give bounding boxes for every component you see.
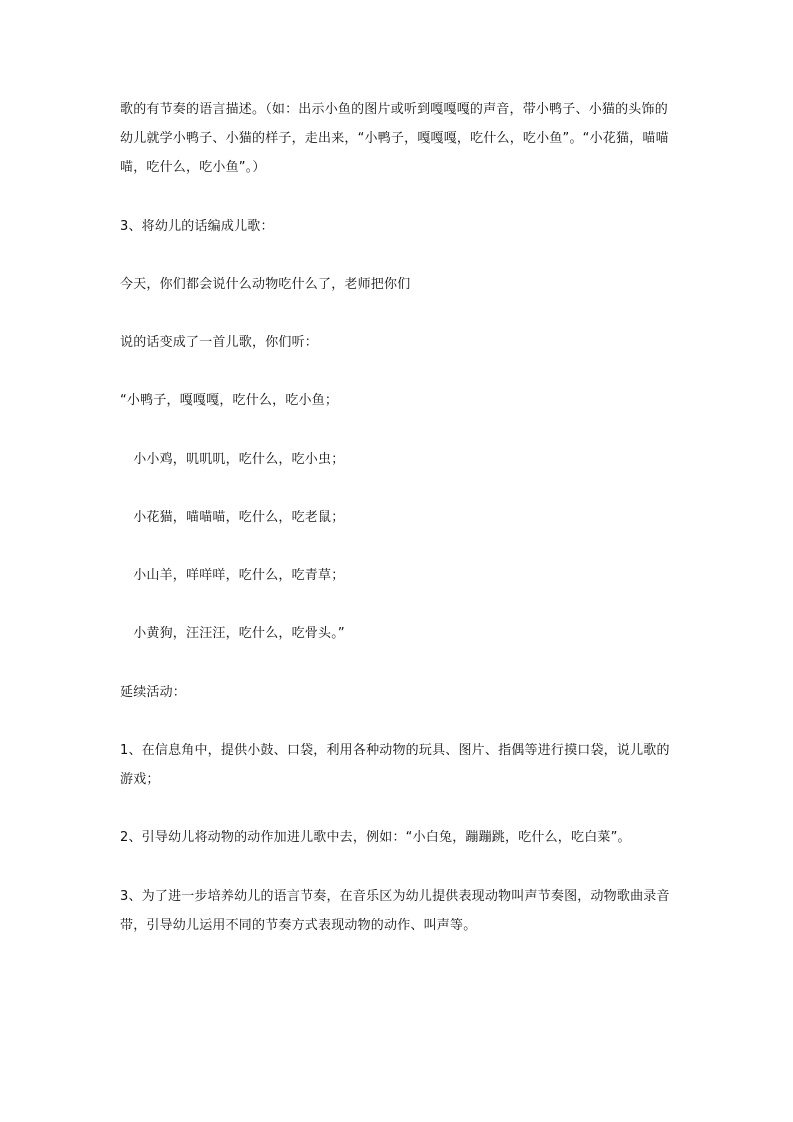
poem-line: 小小鸡，叽叽叽，吃什么，吃小虫； [120, 452, 345, 467]
poem-line: “小鸭子，嘎嘎嘎，吃什么，吃小鱼； [120, 393, 339, 408]
paragraph-line: 歌的有节奏的语言描述。（如：出示小鱼的图片或听到嘎嘎嘎的声音，带小鸭子、小猫的头饰的 [120, 102, 668, 117]
section-heading: 延续活动： [120, 685, 187, 700]
poem-line: 小黄狗，汪汪汪，吃什么，吃骨头。” [120, 626, 345, 641]
poem-line: 小花猫，喵喵喵，吃什么，吃老鼠； [120, 510, 345, 525]
paragraph-line: 带，引导幼儿运用不同的节奏方式表现动物的动作、叫声等。 [120, 918, 477, 933]
section-heading: 3、将幼儿的话编成儿歌： [120, 219, 274, 234]
paragraph-line: 2、引导幼儿将动物的动作加进儿歌中去，例如：“小白兔，蹦蹦跳，吃什么，吃白菜”。 [120, 830, 631, 845]
paragraph-line: 幼儿就学小鸭子、小猫的样子，走出来，“小鸭子，嘎嘎嘎，吃什么，吃小鱼”。“小花猫，喵喵 [120, 131, 669, 146]
poem-line: 小山羊，咩咩咩，吃什么，吃青草； [120, 568, 345, 583]
paragraph-line: 说的话变成了一首儿歌，你们听： [120, 335, 319, 350]
paragraph-line: 今天，你们都会说什么动物吃什么了，老师把你们 [120, 277, 411, 292]
paragraph-line: 3、为了进一步培养幼儿的语言节奏，在音乐区为幼儿提供表现动物叫声节奏图，动物歌曲录音 [120, 889, 670, 904]
paragraph-line: 1、在信息角中，提供小鼓、口袋，利用各种动物的玩具、图片、指偶等进行摸口袋，说儿歌的 [120, 743, 670, 758]
paragraph-line: 喵，吃什么，吃小鱼”。） [120, 160, 266, 175]
paragraph-line: 游戏； [120, 772, 160, 787]
